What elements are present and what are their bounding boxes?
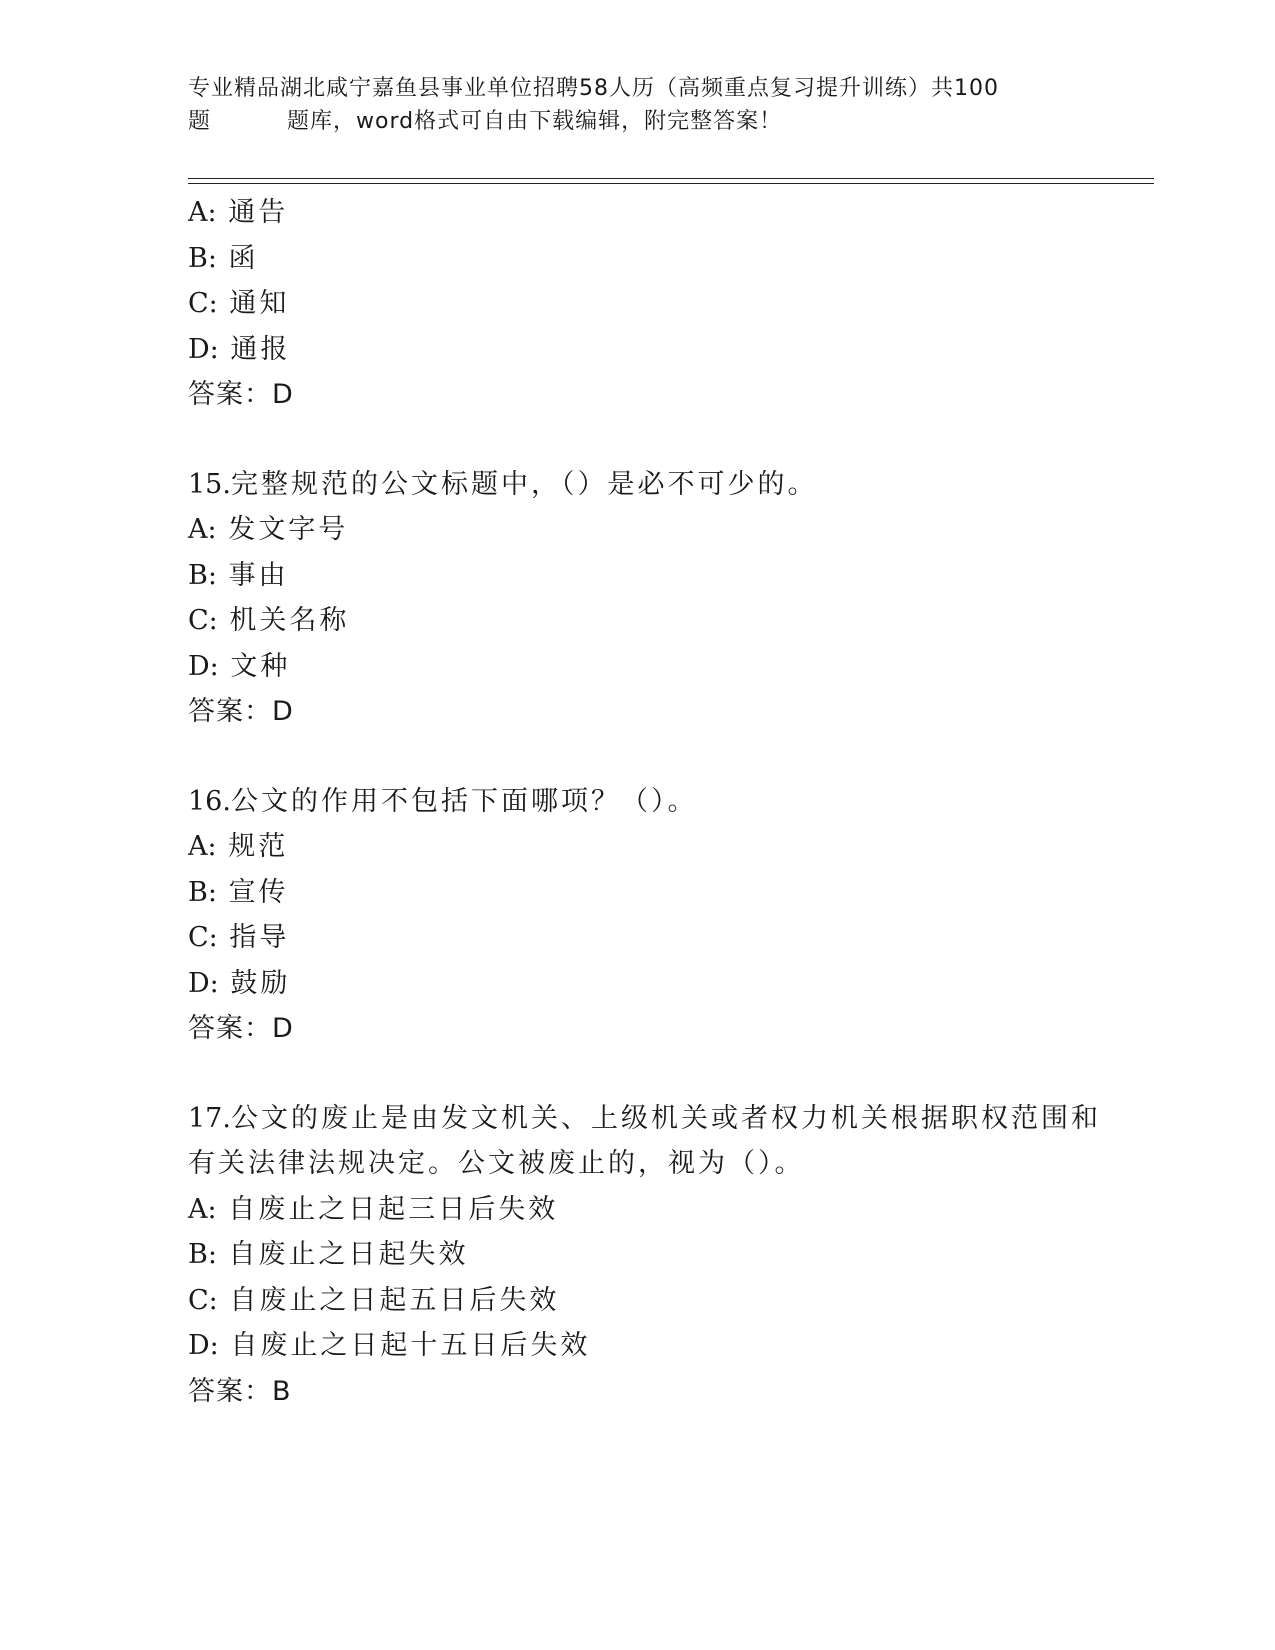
option-d: D: 鼓励 [188,967,291,999]
question-list [188,190,1101,1414]
option-d: D: 文种 [188,650,291,682]
question-16 [188,779,1088,1052]
option-c: C: 通知 [188,288,290,319]
question-text-line2: 有关法律法规决定。公文被废止的，视为（）。 [188,1148,805,1179]
option-a: A: 通告 [188,197,289,228]
header-title-line1: 专业精品湖北咸宁嘉鱼县事业单位招聘58人历（高频重点复习提升训练）共100 [188,76,999,101]
option-b: B: 自废止之日起失效 [188,1239,469,1270]
option-c: C: 自废止之日起五日后失效 [188,1284,560,1316]
question-text-line1: 17.公文的废止是由发文机关、上级机关或者权力机关根据职权范围和 [188,1102,1101,1134]
question-text: 16.公文的作用不包括下面哪项？（）。 [188,785,698,817]
header-line2-left: 题 [188,109,212,134]
answer: 答案：B [188,1375,292,1407]
answer: 答案：D [188,696,294,727]
option-a: A: 发文字号 [188,514,349,545]
page-header [188,72,1068,138]
option-c: C: 指导 [188,922,290,953]
option-b: B: 宣传 [188,876,289,908]
option-d: D: 自废止之日起十五日后失效 [188,1330,591,1361]
answer: 答案：D [188,379,294,410]
answer: 答案：D [188,1013,294,1044]
option-b: B: 事由 [188,559,289,591]
header-line2-right: 题库，word格式可自由下载编辑，附完整答案！ [287,109,783,134]
header-rule-bottom [188,183,1154,184]
question-15 [188,462,1088,735]
question-text: 15.完整规范的公文标题中，（）是必不可少的。 [188,468,818,500]
question-continued [188,190,1088,418]
option-b: B: 函 [188,242,259,274]
option-d: D: 通报 [188,333,291,365]
header-title-line2 [188,105,1068,138]
option-c: C: 机关名称 [188,605,350,636]
option-a: A: 规范 [188,831,289,862]
header-rule-top [188,178,1154,179]
question-17 [188,1096,1101,1415]
option-a: A: 自废止之日起三日后失效 [188,1193,559,1225]
